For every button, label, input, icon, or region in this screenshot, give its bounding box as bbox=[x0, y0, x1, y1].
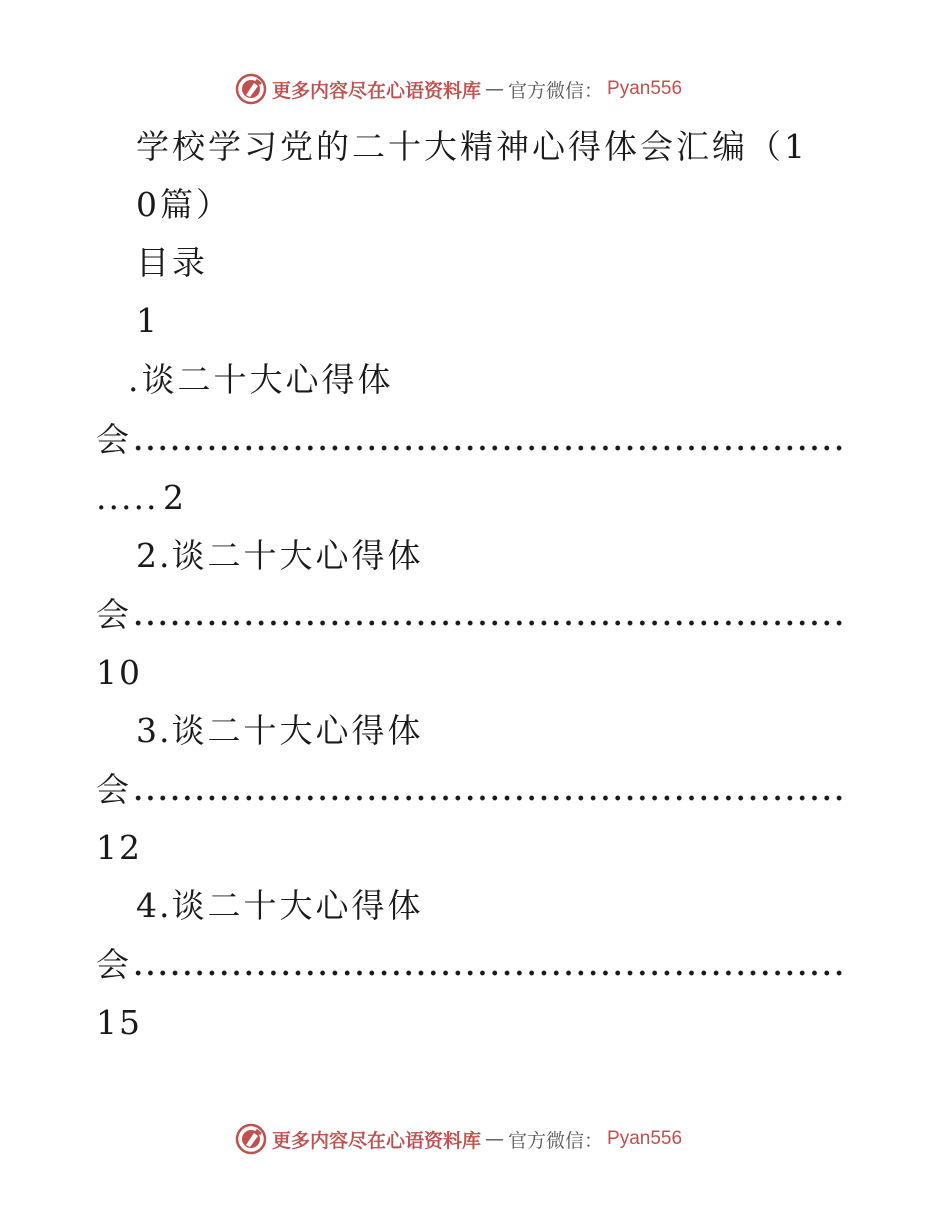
watermark-separator: — bbox=[485, 1128, 505, 1150]
toc-entry-1-number: 1 bbox=[136, 301, 159, 340]
watermark-brand: 更多内容尽在心语资料库 bbox=[272, 1129, 482, 1152]
toc-entry-3-number: 3. bbox=[136, 711, 172, 750]
pen-nib-circle-icon bbox=[234, 1122, 268, 1156]
toc-entry-4-text: 谈二十大心得体 bbox=[171, 886, 424, 925]
toc-entry-1-page-leader: ..... bbox=[96, 478, 159, 517]
toc-entry-2-leader bbox=[132, 617, 844, 629]
toc-entry-2-tail: 会 bbox=[96, 595, 132, 634]
toc-entry-2-page: 10 bbox=[96, 653, 142, 692]
toc-entry-4-leader bbox=[132, 967, 844, 979]
toc-entry-2-number: 2. bbox=[136, 536, 172, 575]
toc-entry-4-title bbox=[136, 886, 424, 926]
toc-entry-1-page: 2 bbox=[163, 478, 186, 517]
pen-nib-circle-icon bbox=[234, 72, 268, 106]
watermark-contact: 官方微信： bbox=[508, 79, 604, 102]
watermark-contact: 官方微信： bbox=[508, 1129, 604, 1152]
document-title-line-2: 0篇） bbox=[136, 185, 232, 224]
toc-entry-3-leader bbox=[132, 792, 844, 804]
watermark-wechat-id: Pyan556 bbox=[607, 78, 683, 99]
toc-entry-1-tail: 会 bbox=[96, 420, 132, 459]
toc-entry-1-title: .谈二十大心得体 bbox=[128, 360, 394, 399]
toc-entry-1-leader bbox=[132, 442, 844, 454]
toc-entry-3-page: 12 bbox=[96, 828, 142, 867]
toc-entry-4-number: 4. bbox=[136, 886, 172, 925]
toc-heading: 目录 bbox=[136, 243, 208, 282]
watermark-brand: 更多内容尽在心语资料库 bbox=[272, 79, 482, 102]
watermark-wechat-id: Pyan556 bbox=[607, 1128, 683, 1149]
toc-entry-2-title bbox=[136, 536, 424, 576]
toc-entry-4-tail: 会 bbox=[96, 945, 132, 984]
header-watermark bbox=[234, 72, 682, 106]
document-title-line-1: 学校学习党的二十大精神心得体会汇编（1 bbox=[136, 127, 808, 166]
footer-watermark bbox=[234, 1122, 682, 1156]
toc-entry-3-title bbox=[136, 711, 424, 751]
toc-entry-3-tail: 会 bbox=[96, 770, 132, 809]
toc-entry-2-text: 谈二十大心得体 bbox=[171, 536, 424, 575]
toc-entry-3-text: 谈二十大心得体 bbox=[171, 711, 424, 750]
watermark-separator: — bbox=[485, 78, 505, 100]
toc-entry-4-page: 15 bbox=[96, 1003, 142, 1042]
